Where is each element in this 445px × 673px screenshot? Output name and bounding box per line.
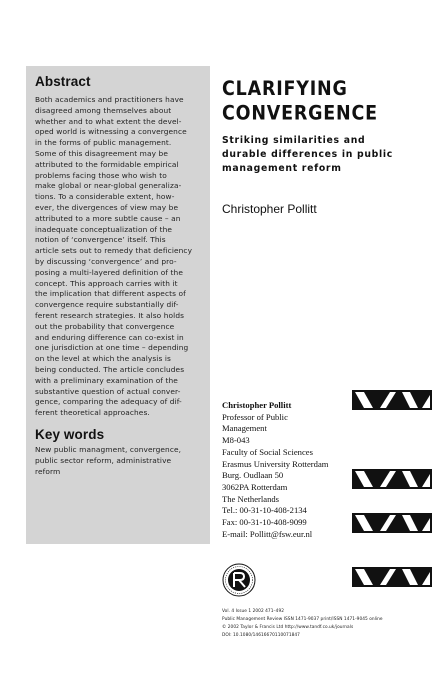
footer-line: DOI: 10.1080/14616670110071847 [222, 633, 300, 639]
abstract-line: attributed to the formidable empirical [35, 159, 179, 169]
abstract-line: Both academics and practitioners have [35, 95, 184, 104]
keywords-line: reform [35, 466, 61, 476]
keywords-heading: Key words [35, 426, 105, 442]
decorative-mark [352, 389, 432, 411]
address-line: Tel.: 00-31-10-408-2134 [222, 505, 307, 516]
abstract-line: the implication that different aspects of [35, 289, 186, 299]
author-address [222, 400, 342, 540]
address-name: Christopher Pollitt [222, 400, 292, 410]
address-line: Faculty of Social Sciences [222, 446, 313, 457]
author-name: Christopher Pollitt [222, 202, 317, 216]
article-subtitle [222, 134, 427, 175]
abstract-line: posing a multi-layered definition of the [35, 267, 183, 277]
abstract-line: whether and to what extent the devel- [35, 116, 182, 126]
subtitle-line: durable differences in public [222, 148, 394, 160]
abstract-line: convergence require substantially dif- [35, 300, 179, 310]
footer-line: Public Management Review ISSN 1471-9037 print/ISSN 1471-9045 online [222, 617, 383, 623]
address-line: M8-043 [222, 435, 250, 446]
keywords-line: New public managment, convergence, [35, 444, 182, 454]
decorative-mark [352, 512, 432, 534]
address-line: E-mail: Pollitt@fsw.eur.nl [222, 528, 313, 539]
decorative-mark [352, 566, 432, 588]
abstract-line: problems facing those who wish to [35, 170, 167, 180]
article-title [222, 77, 432, 126]
abstract-line: disagreed among themselves about [35, 105, 172, 115]
abstract-line: article sets out to remedy that deficiency [35, 246, 193, 256]
address-line: Fax: 00-31-10-408-9099 [222, 517, 307, 528]
footer-line: Vol. 4 Issue 1 2002 471–492 [222, 609, 285, 614]
abstract-line: Some of this disagreement may be [35, 148, 168, 158]
abstract-line: make global or near-global generaliza- [35, 181, 182, 191]
address-line: 3062PA Rotterdam [222, 481, 288, 492]
title-line: CONVERGENCE [222, 102, 378, 126]
abstract-line: notion of ‘convergence’ itself. This [35, 235, 166, 245]
address-line: Professor of Public [222, 411, 288, 422]
routledge-logo-icon [222, 563, 256, 597]
subtitle-line: Striking similarities and [222, 135, 366, 146]
subtitle-line: management reform [222, 162, 342, 174]
abstract-line: one jurisdiction at one time – depending [35, 343, 189, 353]
decorative-mark [352, 468, 432, 490]
abstract-line: substantive question of actual conver- [35, 386, 181, 396]
abstract-line: inadequate conceptualization of the [35, 224, 173, 234]
abstract-line: and enduring difference can co-exist in [35, 332, 184, 342]
address-line: Management [222, 423, 267, 434]
address-line: The Netherlands [222, 493, 280, 504]
title-line: CLARIFYING [222, 78, 348, 101]
abstract-line: in the forms of public management. [35, 138, 172, 148]
abstract-line: by discussing ‘convergence’ and pro- [35, 256, 177, 266]
keywords-line: public sector reform, administrative [35, 455, 172, 465]
abstract-line: ferent theoretical approaches. [35, 408, 150, 418]
abstract-line: gence, comparing the adequacy of dif- [35, 397, 182, 407]
citation-footer [222, 608, 437, 640]
keywords-text [35, 445, 201, 477]
abstract-line: on the level at which the analysis is [35, 354, 171, 364]
abstract-sidebar [26, 66, 210, 544]
address-line: Burg. Oudlaan 50 [222, 470, 284, 481]
abstract-line: with a preliminary examination of the [35, 375, 178, 385]
abstract-heading: Abstract [35, 74, 91, 89]
abstract-line: ferent research strategies. It also holds [35, 310, 185, 320]
abstract-line: oped world is witnessing a convergence [35, 127, 187, 137]
abstract-line: tions. To a considerable extent, how- [35, 192, 175, 202]
abstract-line: out the probability that convergence [35, 321, 175, 331]
abstract-line: ever, the divergences of view may be [35, 202, 179, 212]
abstract-line: attributed to a more subtle cause – an [35, 213, 181, 223]
footer-line: © 2002 Taylor & Francis Ltd http://www.tandf.co.uk/journals [222, 625, 354, 631]
address-line: Erasmus University Rotterdam [222, 458, 329, 469]
abstract-line: being conducted. The article concludes [35, 364, 185, 374]
abstract-line: concept. This approach carries with it [35, 278, 178, 288]
abstract-text [35, 95, 201, 419]
